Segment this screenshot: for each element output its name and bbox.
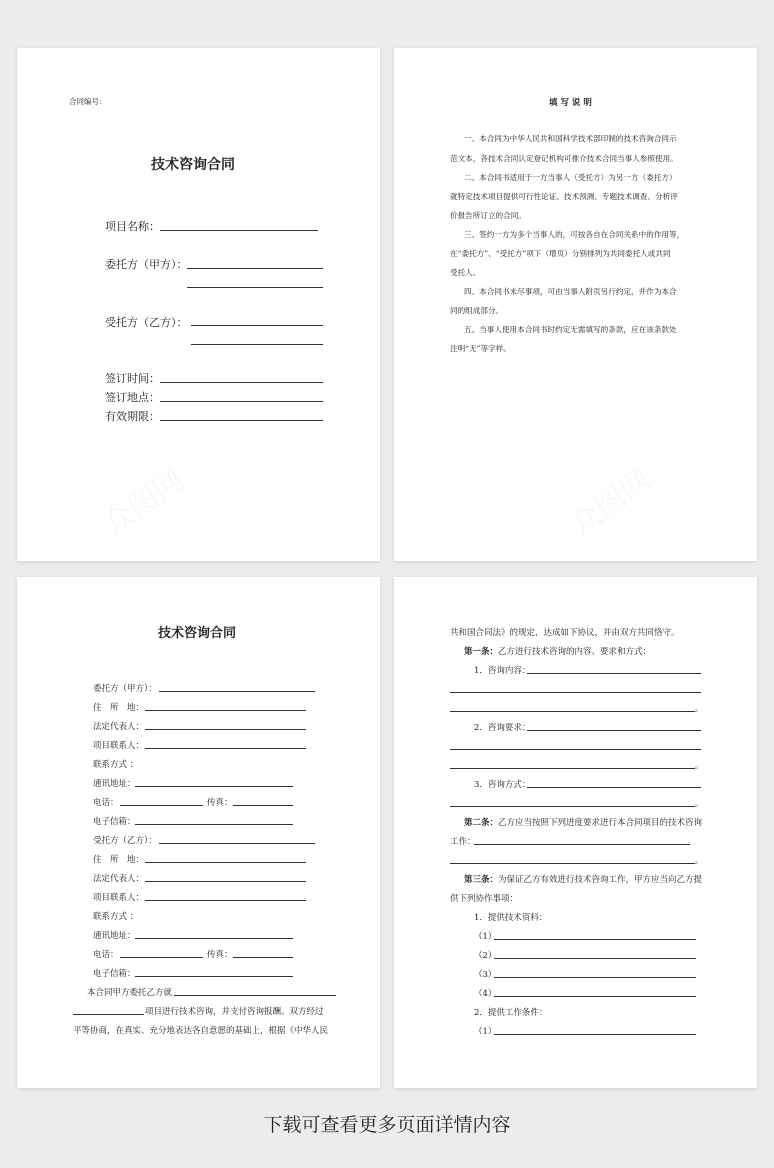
instructions-title: 填 写 说 明 — [549, 98, 592, 108]
party-b-label: 受托方（乙方）： — [93, 836, 157, 846]
sub-1-n1-line — [494, 939, 696, 940]
contact-method-b-label: 联系方式 ： — [93, 912, 139, 922]
article-2-text: 乙方应当按照下列进度要求进行本合同项目的技术咨询 — [498, 818, 703, 828]
legal-rep-a-label: 法定代表人： — [93, 722, 145, 732]
instruction-3-line-3: 受托人。 — [450, 268, 481, 277]
fax-b-line — [233, 957, 293, 958]
item-2-label: 2．咨询要求： — [474, 723, 531, 733]
party-b-line-2 — [191, 344, 323, 345]
project-name-label: 项目名称： — [105, 220, 160, 233]
party-b-line — [159, 843, 315, 844]
mail-addr-a-line — [135, 786, 293, 787]
article-3-text: 为保证乙方有效进行技术咨询工作，甲方应当向乙方提 — [498, 875, 703, 885]
body-text-1: 本合同甲方委托乙方就 — [87, 988, 173, 998]
phone-a-line — [120, 805, 203, 806]
sub-1-label: 1．提供技术资料： — [474, 913, 548, 923]
item-3-label: 3．咨询方式： — [474, 780, 531, 790]
watermark — [93, 456, 192, 544]
legal-rep-b-label: 法定代表人： — [93, 874, 145, 884]
sign-time-line — [160, 382, 323, 383]
item-1-end: 。 — [695, 704, 704, 714]
item-3-line-1 — [527, 787, 701, 788]
instruction-5-line-2: 注明“无”等字样。 — [450, 344, 511, 353]
contact-a-line — [145, 748, 306, 749]
legal-rep-a-line — [145, 729, 306, 730]
article-2-text-2: 工作： — [450, 837, 476, 847]
page-contract-articles — [394, 577, 757, 1088]
phone-a-label: 电话： — [93, 798, 119, 808]
fax-a-line — [233, 805, 293, 806]
instruction-1-line-1: 一、本合同为中华人民共和国科学技术部印制的技术咨询合同示 — [464, 134, 677, 143]
item-2-line-1 — [527, 730, 701, 731]
intro-text: 共和国合同法》的规定，达成如下协议，并由双方共同恪守。 — [450, 628, 680, 638]
instruction-3-line-2: 在“委托方”、“受托方”项下（增页）分别排列为共同委托人或共同 — [450, 249, 671, 258]
mail-addr-b-label: 通讯地址： — [93, 931, 136, 941]
article-2-end: 。 — [695, 856, 704, 866]
contact-a-label: 项目联系人： — [93, 741, 145, 751]
address-a-label: 住 所 地： — [93, 703, 145, 713]
party-a-line-1 — [187, 268, 323, 269]
address-a-line — [145, 710, 306, 711]
item-2-line-2 — [450, 749, 701, 750]
watermark — [560, 456, 659, 544]
contact-method-a-label: 联系方式 ： — [93, 760, 139, 770]
sub-1-n4-line — [494, 996, 696, 997]
item-3-end: 。 — [695, 799, 704, 809]
article-2 — [464, 816, 702, 828]
contract-title: 技术咨询合同 — [158, 626, 237, 641]
sub-1-n2-line — [494, 958, 696, 959]
sub-1-n3-line — [494, 977, 696, 978]
phone-b-label: 电话： — [93, 950, 119, 960]
email-b-label: 电子信箱： — [93, 969, 136, 979]
email-a-label: 电子信箱： — [93, 817, 136, 827]
item-2-line-3 — [450, 768, 695, 769]
article-3-heading: 第三条： — [464, 875, 499, 885]
instruction-5-line-1: 五、当事人使用本合同书时约定无需填写的条款，应在该条款处 — [464, 325, 677, 334]
party-b-label: 受托方（乙方）： — [105, 316, 188, 329]
sign-place-label: 签订地点： — [105, 391, 160, 404]
sign-place-line — [160, 401, 323, 402]
article-3 — [464, 873, 702, 885]
sub-1-n1: （1） — [474, 932, 497, 942]
instruction-3-line-1: 三、签约一方为多个当事人的，可按各自在合同关系中的作用等， — [464, 230, 685, 239]
address-b-label: 住 所 地： — [93, 855, 145, 865]
phone-b-line — [120, 957, 203, 958]
body-text-2: 项目进行技术咨询，并支付咨询报酬。双方经过 — [145, 1007, 324, 1017]
validity-line — [160, 420, 323, 421]
item-1-line-1 — [527, 673, 701, 674]
article-2-line-1 — [474, 844, 690, 845]
article-2-line-2 — [450, 863, 695, 864]
mail-addr-a-label: 通讯地址： — [93, 779, 136, 789]
item-3-line-2 — [450, 806, 695, 807]
body-line-1 — [174, 995, 336, 996]
sign-time-label: 签订时间： — [105, 372, 160, 385]
body-text-3: 平等协商，在真实、充分地表达各自意愿的基础上，根据《中华人民 — [73, 1026, 329, 1036]
fax-a-label: 传真： — [207, 798, 233, 808]
party-b-line-1 — [191, 325, 323, 326]
email-b-line — [135, 976, 293, 977]
page-title: 技术咨询合同 — [151, 157, 235, 173]
party-a-label: 委托方（甲方）： — [105, 258, 188, 271]
contract-number-label: 合同编号： — [69, 97, 107, 106]
item-1-label: 1．咨询内容： — [474, 666, 531, 676]
instruction-4-line-1: 四、本合同书未尽事项，可由当事人附页另行约定，并作为本合 — [464, 287, 677, 296]
party-a-line — [159, 691, 315, 692]
address-b-line — [145, 862, 306, 863]
sub-1-n3: （3） — [474, 970, 497, 980]
sub-2-label: 2．提供工作条件： — [474, 1008, 548, 1018]
contact-b-label: 项目联系人： — [93, 893, 145, 903]
sub-2-n1: （1） — [474, 1027, 497, 1037]
sub-2-n1-line — [494, 1034, 696, 1035]
instruction-2-line-2: 就特定技术项目提供可行性论证、技术预测、专题技术调查、分析评 — [450, 192, 678, 201]
article-3-text-2: 供下列协作事项： — [450, 894, 519, 904]
body-line-2 — [73, 1014, 144, 1015]
email-a-line — [135, 824, 293, 825]
page-cover — [17, 48, 380, 561]
sub-1-n2: （2） — [474, 951, 497, 961]
article-1 — [464, 645, 651, 657]
contact-b-line — [145, 900, 306, 901]
article-1-heading: 第一条： — [464, 647, 499, 657]
page-contract-parties — [17, 577, 380, 1088]
validity-label: 有效期限： — [105, 410, 160, 423]
item-1-line-2 — [450, 692, 701, 693]
article-2-heading: 第二条： — [464, 818, 499, 828]
item-2-end: 。 — [695, 761, 704, 771]
instruction-1-line-2: 范文本，各技术合同认定登记机构可推介技术合同当事人参照使用。 — [450, 154, 678, 163]
page-instructions — [394, 48, 757, 561]
item-1-line-3 — [450, 711, 695, 712]
sub-1-n4: （4） — [474, 989, 497, 999]
instruction-4-line-2: 同的组成部分。 — [450, 306, 504, 315]
fax-b-label: 传真： — [207, 950, 233, 960]
mail-addr-b-line — [135, 938, 293, 939]
party-a-line-2 — [187, 287, 323, 288]
download-hint: 下载可查看更多页面详情内容 — [263, 1114, 511, 1136]
instruction-2-line-1: 二、本合同书适用于一方当事人（受托方）为另一方（委托方） — [464, 173, 677, 182]
project-name-line — [160, 230, 318, 231]
instruction-2-line-3: 价报告所订立的合同。 — [450, 211, 526, 220]
party-a-label: 委托方（甲方）： — [93, 684, 157, 694]
article-1-text: 乙方进行技术咨询的内容、要求和方式： — [498, 647, 652, 657]
legal-rep-b-line — [145, 881, 306, 882]
